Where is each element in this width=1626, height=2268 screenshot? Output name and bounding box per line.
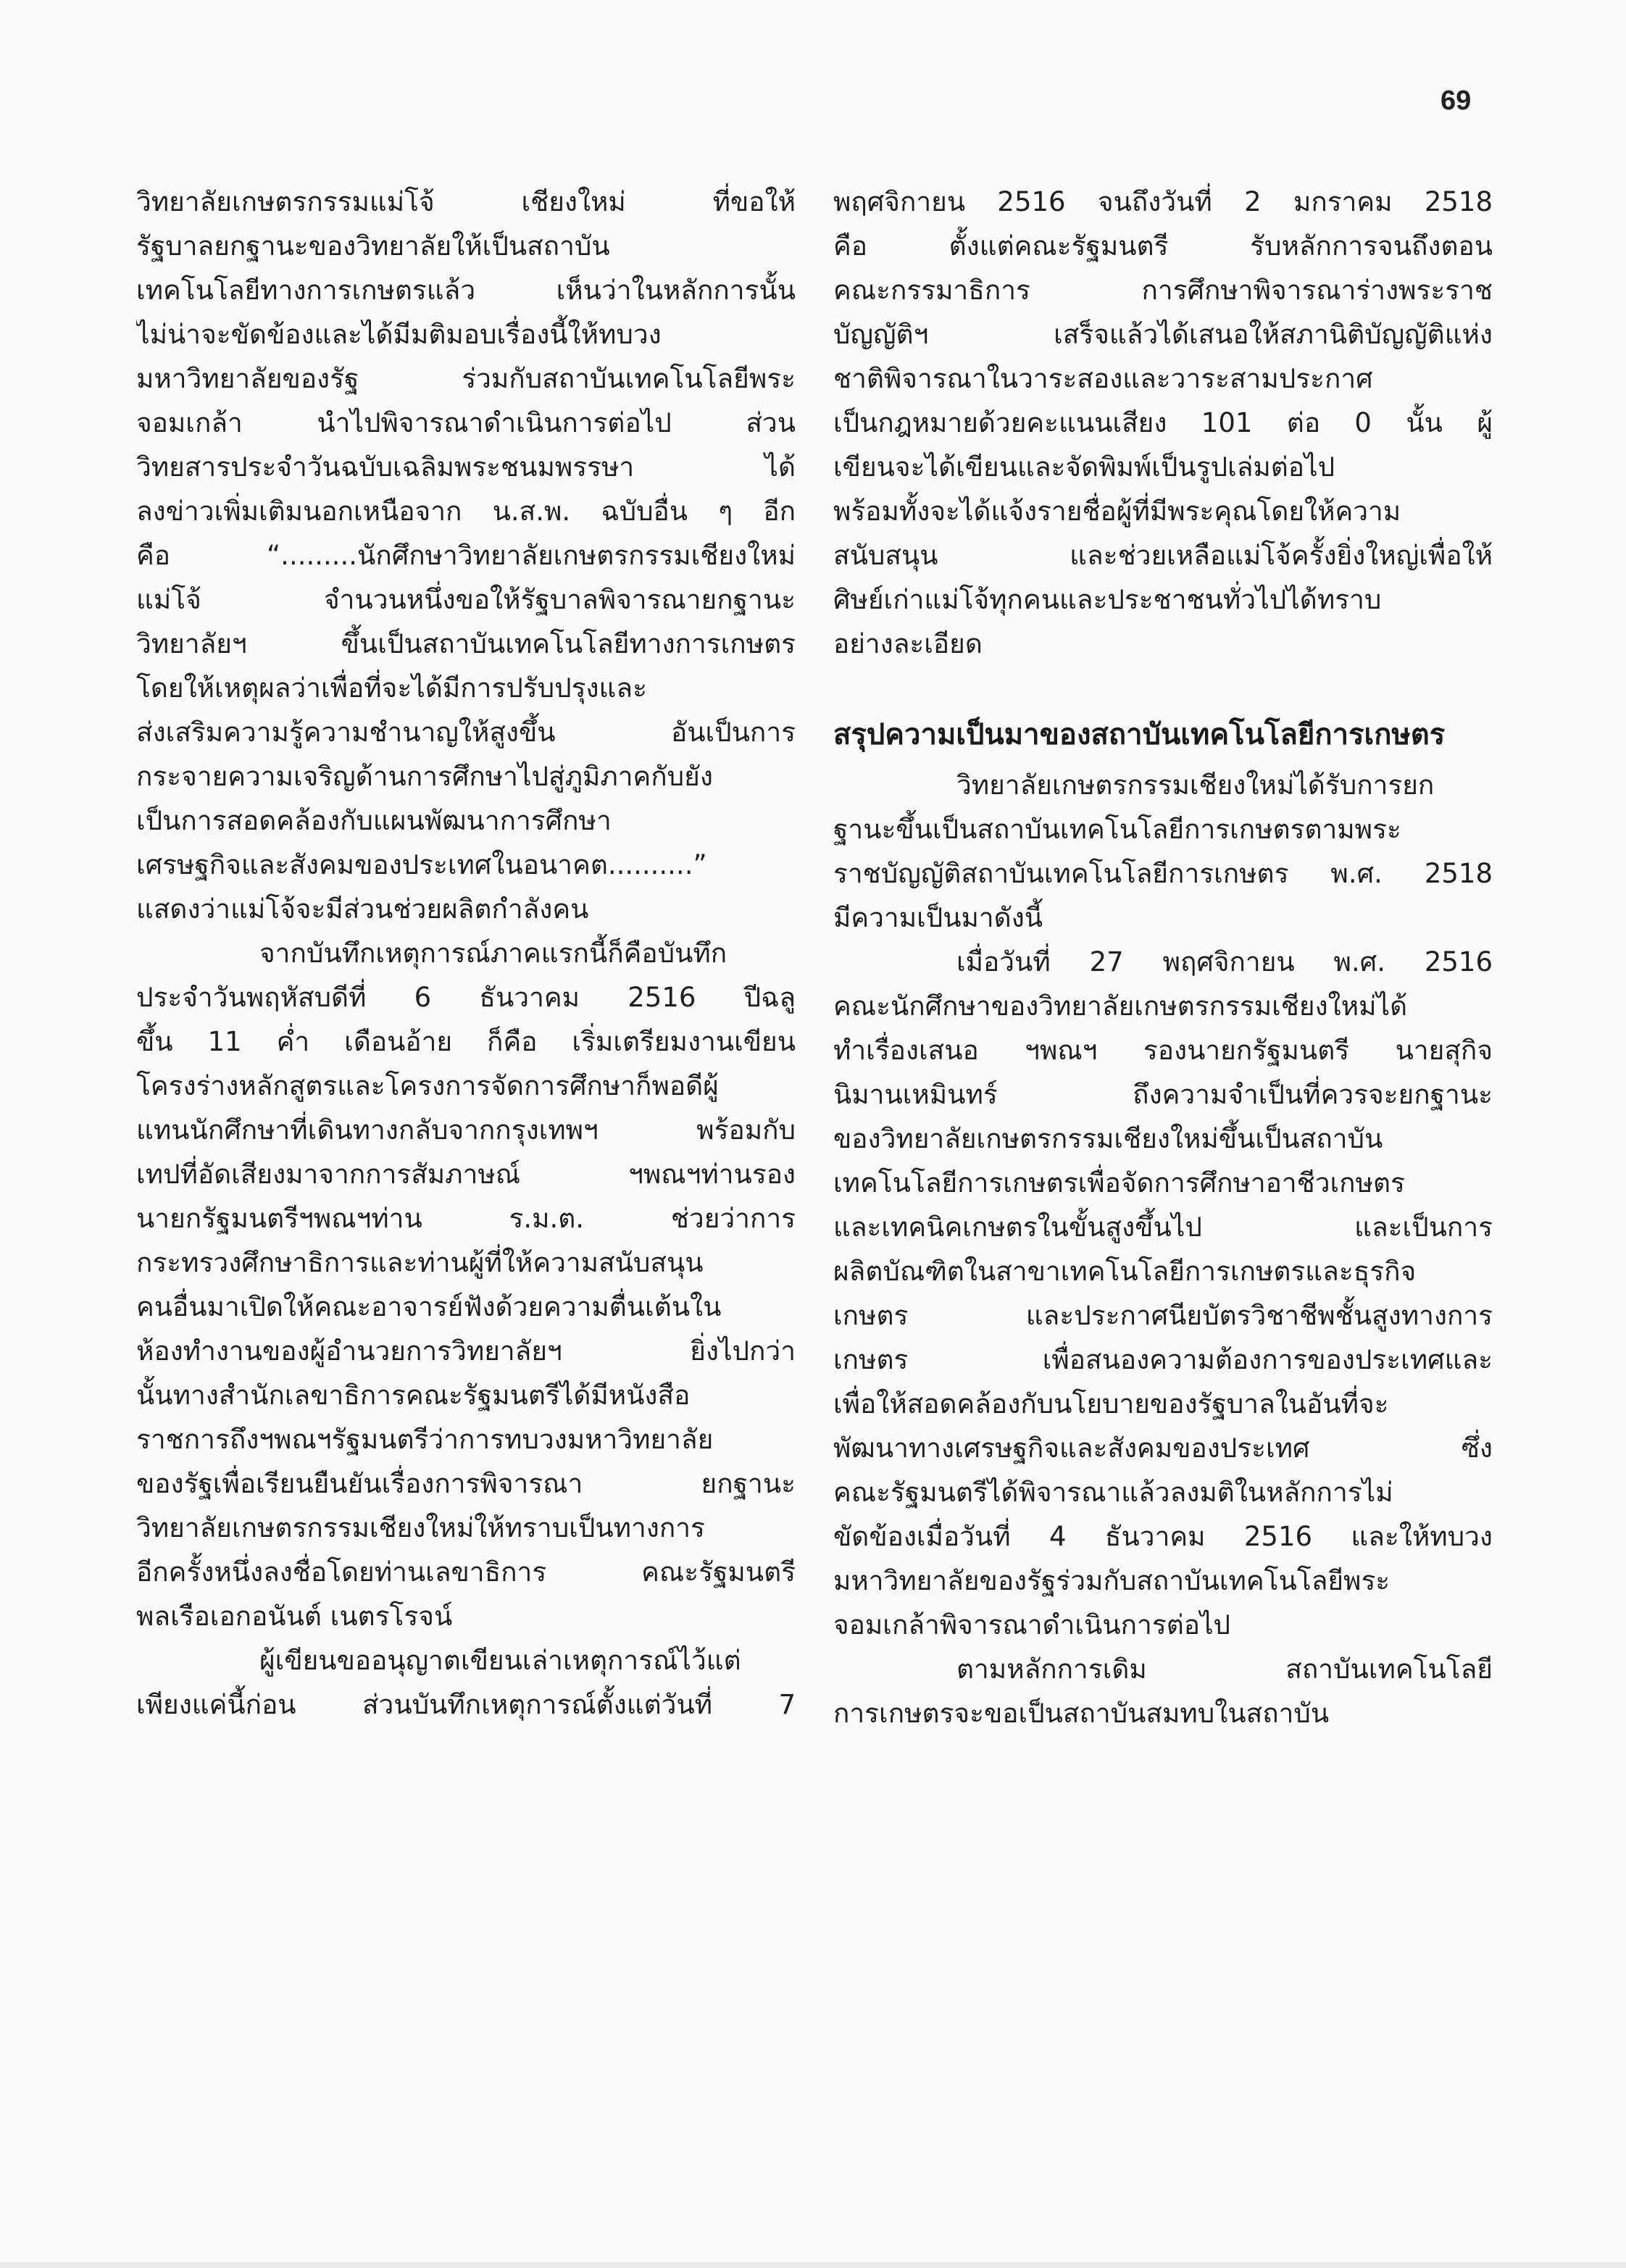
text-line: ผลิตบัณฑิตในสาขาเทคโนโลยีการเกษตรและธุรกิจ — [833, 1256, 1417, 1287]
text-line: จากบันทึกเหตุการณ์ภาคแรกนี้ก็คือบันทึก — [259, 938, 727, 969]
text-line: ฐานะขึ้นเป็นสถาบันเทคโนโลยีการเกษตรตามพระ — [833, 814, 1401, 845]
text-line: ขึ้น 11 ค่ำ เดือนอ้าย ก็คือ เริ่มเตรียมงานเขียน — [136, 1026, 796, 1057]
text-line: การเกษตรจะขอเป็นสถาบันสมทบในสถาบัน — [833, 1698, 1330, 1729]
text-line: ราชการถึงฯพณฯรัฐมนตรีว่าการทบวงมหาวิทยาลัย — [136, 1424, 714, 1455]
text-line: มหาวิทยาลัยของรัฐ ร่วมกับสถาบันเทคโนโลยีพระ — [136, 363, 796, 394]
text-line: คณะนักศึกษาของวิทยาลัยเกษตรกรรมเชียงใหม่ได้ — [833, 991, 1408, 1022]
text-line: ประจำวันพฤหัสบดีที่ 6 ธันวาคม 2516 ปีฉลู — [136, 982, 796, 1013]
right-paragraph-2 — [833, 763, 1493, 940]
text-line: โครงร่างหลักสูตรและโครงการจัดการศึกษาก็พอดีผู้ — [136, 1070, 719, 1101]
text-line: พลเรือเอกอนันต์ เนตรโรจน์ — [136, 1601, 453, 1632]
right-paragraph-1 — [833, 180, 1493, 666]
text-line: เทคโนโลยีทางการเกษตรแล้ว เห็นว่าในหลักการนั้น — [136, 275, 796, 306]
text-line: เทคโนโลยีการเกษตรเพื่อจัดการศึกษาอาชีวเกษตร — [833, 1167, 1405, 1198]
right-column — [833, 180, 1493, 1735]
text-line: วิทยาลัยเกษตรกรรมเชียงใหม่ให้ทราบเป็นทางการ — [136, 1512, 705, 1543]
text-line: เพื่อให้สอดคล้องกับนโยบายของรัฐบาลในอันที่จะ — [833, 1388, 1389, 1419]
text-line: วิทยาลัยเกษตรกรรมแม่โจ้ เชียงใหม่ ที่ขอให้ — [136, 186, 796, 217]
text-line: วิทยาลัยฯ ขึ้นเป็นสถาบันเทคโนโลยีทางการเกษตร — [136, 628, 796, 659]
paragraph-gap — [833, 666, 1493, 698]
left-paragraph-3 — [136, 1638, 796, 1727]
text-line: ของรัฐเพื่อเรียนยืนยันเรื่องการพิจารณา ยกฐานะ — [136, 1468, 796, 1499]
right-paragraph-3 — [833, 940, 1493, 1647]
text-line: พฤศจิกายน 2516 จนถึงวันที่ 2 มกราคม 2518 — [833, 186, 1493, 217]
text-line: ขัดข้องเมื่อวันที่ 4 ธันวาคม 2516 และให้ทบวง — [833, 1521, 1493, 1552]
text-line: เพียงแค่นี้ก่อน ส่วนบันทึกเหตุการณ์ตั้งแต่วันที่ 7 — [136, 1689, 796, 1720]
text-line: คือ “.........นักศึกษาวิทยาลัยเกษตรกรรมเชียงใหม่ — [136, 540, 796, 571]
text-line: บัญญัติฯ เสร็จแล้วได้เสนอให้สภานิติบัญญัติแห่ง — [833, 319, 1493, 350]
section-heading: สรุปความเป็นมาของสถาบันเทคโนโลยีการเกษตร — [833, 718, 1446, 751]
left-column — [136, 180, 796, 1727]
text-line: สนับสนุน และช่วยเหลือแม่โจ้ครั้งยิ่งใหญ่เพื่อให้ — [833, 540, 1493, 571]
text-line: นั้นทางสำนักเลขาธิการคณะรัฐมนตรีได้มีหนังสือ — [136, 1380, 691, 1411]
text-line: พร้อมทั้งจะได้แจ้งรายชื่อผู้ที่มีพระคุณโดยให้ความ — [833, 496, 1401, 527]
text-line: จอมเกล้าพิจารณาดำเนินการต่อไป — [833, 1609, 1231, 1640]
text-line: เกษตร เพื่อสนองความต้องการของประเทศและ — [833, 1344, 1493, 1375]
text-line: จอมเกล้า นำไปพิจารณาดำเนินการต่อไป ส่วน — [136, 407, 796, 438]
text-line: ลงข่าวเพิ่มเติมนอกเหนือจาก น.ส.พ. ฉบับอื่น ๆ อีก — [136, 496, 796, 527]
text-line: คือ ตั้งแต่คณะรัฐมนตรี รับหลักการจนถึงตอน — [833, 230, 1493, 262]
text-line: ห้องทำงานของผู้อำนวยการวิทยาลัยฯ ยิ่งไปกว่า — [136, 1335, 796, 1367]
left-paragraph-1 — [136, 180, 796, 931]
text-line: อีกครั้งหนึ่งลงชื่อโดยท่านเลขาธิการ คณะรัฐมนตรี — [136, 1556, 796, 1588]
text-line: เป็นกฎหมายด้วยคะแนนเสียง 101 ต่อ 0 นั้น ผู้ — [833, 407, 1493, 438]
text-line: และเทคนิคเกษตรในขั้นสูงขึ้นไป และเป็นการ — [833, 1212, 1493, 1243]
text-line: นิมานเหมินทร์ ถึงความจำเป็นที่ควรจะยกฐานะ — [833, 1079, 1493, 1110]
text-line: ของวิทยาลัยเกษตรกรรมเชียงใหม่ขึ้นเป็นสถาบัน — [833, 1123, 1383, 1154]
text-line: วิทยาลัยเกษตรกรรมเชียงใหม่ได้รับการยก — [956, 770, 1435, 801]
text-line: เทปที่อัดเสียงมาจากการสัมภาษณ์ ฯพณฯท่านรอง — [136, 1159, 796, 1190]
text-line: รัฐบาลยกฐานะของวิทยาลัยให้เป็นสถาบัน — [136, 230, 610, 262]
text-line: ผู้เขียนขออนุญาตเขียนเล่าเหตุการณ์ไว้แต่ — [259, 1645, 741, 1676]
left-paragraph-2 — [136, 931, 796, 1638]
right-paragraph-4 — [833, 1647, 1493, 1735]
text-line: คนอื่นมาเปิดให้คณะอาจารย์ฟังด้วยความตื่นเต้นใน — [136, 1291, 722, 1322]
text-line: เมื่อวันที่ 27 พฤศจิกายน พ.ศ. 2516 — [956, 946, 1493, 977]
text-line: พัฒนาทางเศรษฐกิจและสังคมของประเทศ ซึ่ง — [833, 1433, 1493, 1464]
text-line: ทำเรื่องเสนอ ฯพณฯ รองนายกรัฐมนตรี นายสุกิจ — [833, 1035, 1493, 1066]
text-line: เขียนจะได้เขียนและจัดพิมพ์เป็นรูปเล่มต่อไป — [833, 451, 1335, 483]
text-line: ไม่น่าจะขัดข้องและได้มีมติมอบเรื่องนี้ให้ทบวง — [136, 319, 662, 350]
text-line: แสดงว่าแม่โจ้จะมีส่วนช่วยผลิตกำลังคน — [136, 893, 589, 925]
text-line: อย่างละเอียด — [833, 628, 983, 659]
text-line: กระจายความเจริญด้านการศึกษาไปสู่ภูมิภาคกับยัง — [136, 761, 713, 792]
page-number: 69 — [1441, 86, 1472, 116]
text-line: แม่โจ้ จำนวนหนึ่งขอให้รัฐบาลพิจารณายกฐานะ — [136, 584, 796, 615]
text-line: คณะรัฐมนตรีได้พิจารณาแล้วลงมติในหลักการไม่ — [833, 1477, 1393, 1508]
text-line: แทนนักศึกษาที่เดินทางกลับจากกรุงเทพฯ พร้อมกับ — [136, 1114, 796, 1146]
text-line: วิทยสารประจำวันฉบับเฉลิมพระชนมพรรษา ได้ — [136, 451, 796, 483]
text-line: ราชบัญญัติสถาบันเทคโนโลยีการเกษตร พ.ศ. 2518 — [833, 858, 1493, 889]
text-line: ศิษย์เก่าแม่โจ้ทุกคนและประชาชนทั่วไปได้ทราบ — [833, 584, 1382, 615]
text-line: เศรษฐกิจและสังคมของประเทศในอนาคต..........” — [136, 849, 707, 880]
page-bottom-edge — [0, 2262, 1626, 2268]
text-line: ตามหลักการเดิม สถาบันเทคโนโลยี — [956, 1654, 1493, 1685]
text-line: เป็นการสอดคล้องกับแผนพัฒนาการศึกษา — [136, 805, 612, 836]
text-line: กระทรวงศึกษาธิการและท่านผู้ที่ให้ความสนับสนุน — [136, 1247, 704, 1278]
text-line: คณะกรรมาธิการ การศึกษาพิจารณาร่างพระราช — [833, 275, 1493, 306]
text-line: มหาวิทยาลัยของรัฐร่วมกับสถาบันเทคโนโลยีพระ — [833, 1565, 1391, 1596]
text-line: นายกรัฐมนตรีฯพณฯท่าน ร.ม.ต. ช่วยว่าการ — [136, 1203, 796, 1234]
text-line: ส่งเสริมความรู้ความชำนาญให้สูงขึ้น อันเป็นการ — [136, 717, 796, 748]
text-line: ชาติพิจารณาในวาระสองและวาระสามประกาศ — [833, 363, 1373, 394]
text-line: เกษตร และประกาศนียบัตรวิชาชีพชั้นสูงทางการ — [833, 1300, 1493, 1331]
text-line: มีความเป็นมาดังนี้ — [833, 902, 1043, 933]
text-line: โดยให้เหตุผลว่าเพื่อที่จะได้มีการปรับปรุงและ — [136, 672, 647, 704]
